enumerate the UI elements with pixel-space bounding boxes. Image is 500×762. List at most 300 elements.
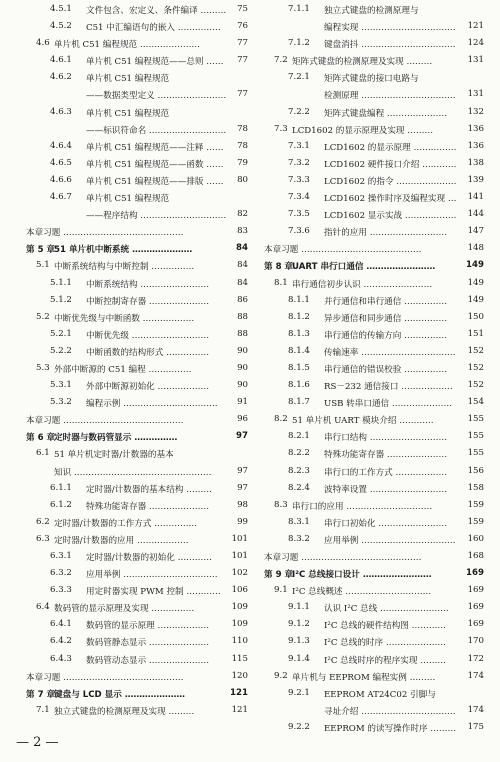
toc-entry xyxy=(26,654,248,671)
toc-entry xyxy=(264,4,484,21)
toc-entry xyxy=(264,38,484,55)
toc-entry-number: 第 6 章 xyxy=(26,433,56,444)
toc-entry-page: 152 xyxy=(467,362,484,373)
toc-entry-page: 101 xyxy=(231,551,248,561)
toc-entry-page: 136 xyxy=(467,140,484,151)
toc-entry-number: 4.6.4 xyxy=(50,140,72,151)
toc-entry xyxy=(26,107,248,124)
toc-entry xyxy=(26,226,248,243)
toc-entry-page: 169 xyxy=(467,619,484,630)
toc-entry-title: 51 单片机中断系统 ………………… xyxy=(54,245,193,256)
toc-entry-number: 8.3.2 xyxy=(288,533,310,544)
toc-entry-page: 155 xyxy=(467,414,484,425)
toc-entry-title: 中断系统结构 …………………… xyxy=(86,279,210,290)
toc-entry-page: 115 xyxy=(231,653,248,664)
toc-entry xyxy=(26,551,248,568)
toc-entry-page: 158 xyxy=(467,482,484,493)
toc-entry-number: 4.6.2 xyxy=(50,72,72,83)
toc-entry xyxy=(26,500,248,517)
toc-entry-title: 串行口结构 ……………………… xyxy=(324,433,448,444)
toc-entry-title: USB 转串口通信 ………………… xyxy=(324,399,453,410)
toc-left-column xyxy=(26,4,248,722)
toc-entry xyxy=(264,175,484,192)
toc-entry-page: 84 xyxy=(236,243,248,254)
toc-entry-number: 6.4 xyxy=(36,602,50,613)
toc-entry-number: 6.4.2 xyxy=(50,636,72,647)
toc-entry-title: I²C 总线接口设计 …………………… xyxy=(292,570,432,581)
toc-entry-title: 中断优先级与中断函数 ……………… xyxy=(54,313,195,324)
toc-entry-title: 数码管的显示原理及实现 …………… xyxy=(54,604,195,615)
toc-entry-title: 编程示例 …………………………… xyxy=(86,399,218,410)
toc-entry-number: 8.2.3 xyxy=(288,465,310,476)
toc-entry xyxy=(26,363,248,380)
toc-entry-page: 121 xyxy=(467,21,484,32)
toc-entry-title: 特殊功能寄存器 ………………… xyxy=(324,450,448,461)
toc-entry-title: 独立式键盘的检测原理与 xyxy=(324,6,419,16)
toc-entry-title: ——标识符命名 ……………………… xyxy=(86,125,227,136)
toc-entry-number: 7.1.2 xyxy=(288,38,310,49)
toc-entry-page: 88 xyxy=(237,328,248,339)
toc-entry-title: 寻址介绍 …………………………… xyxy=(324,706,456,717)
toc-entry-page: 151 xyxy=(467,328,484,339)
toc-entry xyxy=(264,568,484,585)
toc-entry-number: 5.1 xyxy=(36,260,50,271)
toc-entry-number: 6.1.1 xyxy=(50,482,72,493)
toc-entry-title: 指针的应用 ……………………… xyxy=(324,228,448,239)
toc-entry xyxy=(26,312,248,329)
toc-entry xyxy=(26,295,248,312)
toc-entry-number: 8.1.2 xyxy=(288,311,310,322)
toc-entry xyxy=(26,534,248,551)
toc-entry-title: 异步通信和同步通信 …………… xyxy=(324,313,448,324)
toc-entry-title: 文件包含、宏定义、条件编译 ……… xyxy=(86,6,227,16)
toc-entry xyxy=(26,209,248,226)
toc-entry-number: 5.1.1 xyxy=(50,277,72,288)
toc-entry-title: 串行口初始化 …………………… xyxy=(324,518,448,529)
page-number: — 2 — xyxy=(16,735,59,750)
toc-entry-title: 单片机 C51 编程规范 xyxy=(86,74,170,85)
toc-entry-title: LCD1602 操作时序及编程实现 … xyxy=(324,194,457,205)
toc-entry-number: 6.4.1 xyxy=(50,619,72,630)
toc-entry-page: 77 xyxy=(237,89,248,100)
toc-entry-title: 51 单片机 UART 模块介绍 ………… xyxy=(292,416,434,427)
toc-entry-page: 131 xyxy=(467,55,484,66)
toc-entry-title: 单片机与 EEPROM 编程实例 ……… xyxy=(292,672,436,683)
toc-entry-title: 本章习题 …………………………………… xyxy=(26,416,184,427)
toc-entry-title: 定时器/计数器的基本结构 ……… xyxy=(86,484,212,495)
toc-entry-number: 5.3 xyxy=(36,362,50,373)
toc-entry-title: 单片机 C51 编程规范——函数 …… xyxy=(86,159,224,170)
toc-entry-number: 7.3.3 xyxy=(288,174,310,185)
toc-entry-number: 8.1.6 xyxy=(288,380,310,391)
toc-entry-title: 数码管的显示原理 ……………… xyxy=(86,621,210,632)
toc-entry-page: 169 xyxy=(466,568,484,579)
toc-entry-page: 152 xyxy=(467,345,484,356)
toc-entry-number: 7.3.4 xyxy=(288,192,310,203)
toc-entry-page: 97 xyxy=(237,482,248,493)
toc-entry-number: 4.6.7 xyxy=(50,192,72,203)
toc-entry-title: 单片机 C51 编程规范——总则 …… xyxy=(86,57,224,68)
toc-entry xyxy=(26,192,248,209)
toc-entry-page: 76 xyxy=(237,21,248,32)
toc-entry-title: 定时器与数码管显示 …………… xyxy=(54,433,178,444)
toc-entry-title: 外部中断源的 C51 编程 …………… xyxy=(54,364,192,375)
toc-entry xyxy=(264,585,484,602)
toc-entry-title: I²C 总线的时序 ………………… xyxy=(324,638,447,649)
toc-entry-title: LCD1602 硬件接口介绍 ………… xyxy=(324,159,457,170)
toc-entry-number: 7.2 xyxy=(274,55,288,66)
toc-entry-number: 9.2.2 xyxy=(288,721,310,732)
toc-entry xyxy=(264,141,484,158)
toc-entry-title: 编程实现 …………………………… xyxy=(324,23,456,34)
toc-entry-number: 6.4.3 xyxy=(50,653,72,664)
toc-entry xyxy=(26,636,248,653)
toc-entry-title: 中断优先级 ……………………… xyxy=(86,330,210,341)
toc-entry xyxy=(264,124,484,141)
toc-entry-title: 中断控制寄存器 ………………… xyxy=(86,296,210,307)
toc-entry-title: 定时器/计数器的初始化 ………… xyxy=(86,553,212,563)
toc-entry-page: 152 xyxy=(467,380,484,391)
toc-entry-title: 用定时器实现 PWM 控制 ………… xyxy=(86,587,221,598)
toc-entry-page: 75 xyxy=(237,4,248,14)
toc-entry-title: UART 串行口通信 …………………… xyxy=(292,262,436,273)
toc-entry-page: 106 xyxy=(231,585,248,596)
toc-entry xyxy=(26,688,248,705)
toc-entry xyxy=(264,636,484,653)
toc-entry xyxy=(264,278,484,295)
toc-entry-title: C51 中汇编语句的嵌入 …………… xyxy=(86,23,221,34)
toc-entry-number: 5.3.1 xyxy=(50,380,72,391)
toc-entry xyxy=(264,722,484,739)
toc-entry-title: 中断系统结构与中断控制 …………… xyxy=(54,262,195,273)
toc-entry xyxy=(26,517,248,534)
toc-entry xyxy=(26,4,248,21)
toc-entry xyxy=(26,141,248,158)
toc-entry xyxy=(264,89,484,106)
toc-entry-number: 4.6.6 xyxy=(50,174,72,185)
toc-entry xyxy=(26,89,248,106)
toc-entry-page: 149 xyxy=(466,260,484,271)
toc-entry-number: 9.1.1 xyxy=(288,602,310,613)
toc-entry-page: 155 xyxy=(467,431,484,442)
toc-entry-number: 6.2 xyxy=(36,516,50,527)
toc-entry-number: 6.1.2 xyxy=(50,499,72,510)
toc-entry-number: 7.1 xyxy=(36,704,50,715)
toc-entry xyxy=(264,158,484,175)
toc-entry-page: 159 xyxy=(467,516,484,527)
toc-entry-page: 90 xyxy=(237,345,248,356)
toc-entry-title: EEPROM AT24C02 引脚与 xyxy=(324,689,436,700)
toc-entry-title: 应用举例 …………………………… xyxy=(86,570,218,581)
toc-entry-number: 9.1.2 xyxy=(288,619,310,630)
toc-entry-number: 8.1.7 xyxy=(288,397,310,408)
toc-entry-number: 9.1.3 xyxy=(288,636,310,647)
toc-entry-title: 定时器/计数器的工作方式 …………… xyxy=(54,518,198,529)
toc-entry-title: 本章习题 …………………………………… xyxy=(264,245,422,256)
toc-entry-number: 8.2 xyxy=(274,414,288,425)
toc-entry xyxy=(26,585,248,602)
toc-entry-number: 4.5.2 xyxy=(50,21,72,32)
toc-entry-title: LCD1602 的显示原理 …………… xyxy=(324,142,457,153)
toc-entry xyxy=(264,107,484,124)
toc-entry xyxy=(264,619,484,636)
toc-entry-number: 7.2.2 xyxy=(288,106,310,117)
toc-entry-number: 9.1 xyxy=(274,585,288,596)
toc-entry-page: 90 xyxy=(237,362,248,373)
toc-entry-number: 8.2.2 xyxy=(288,448,310,459)
toc-entry-number: 第 9 章 xyxy=(264,570,294,581)
toc-entry xyxy=(264,483,484,500)
toc-entry-title: 本章习题 …………………………………… xyxy=(26,672,184,683)
toc-entry xyxy=(26,568,248,585)
toc-entry xyxy=(264,448,484,465)
toc-entry-page: 149 xyxy=(467,277,484,288)
toc-entry xyxy=(26,329,248,346)
toc-entry-page: 84 xyxy=(237,277,248,288)
toc-entry xyxy=(26,38,248,55)
toc-entry xyxy=(264,363,484,380)
toc-entry-page: 79 xyxy=(237,157,248,168)
toc-entry-page: 109 xyxy=(231,602,248,613)
toc-entry xyxy=(26,380,248,397)
toc-entry-number: 6.1 xyxy=(36,448,50,459)
toc-entry-title: 串行口的应用 ………………………… xyxy=(292,501,433,512)
toc-entry-title: 应用举例 …………………………… xyxy=(324,535,456,546)
toc-entry xyxy=(264,500,484,517)
toc-entry xyxy=(264,260,484,277)
toc-entry-number: 5.2.2 xyxy=(50,345,72,356)
toc-entry-page: 172 xyxy=(467,653,484,664)
toc-entry-page: 97 xyxy=(236,431,248,442)
toc-entry xyxy=(26,21,248,38)
toc-entry-page: 124 xyxy=(467,38,484,49)
toc-entry-page: 120 xyxy=(231,670,248,681)
toc-entry-number: 5.1.2 xyxy=(50,294,72,305)
toc-entry xyxy=(26,175,248,192)
toc-entry xyxy=(264,602,484,619)
toc-entry-number: 8.3.1 xyxy=(288,516,310,527)
toc-entry-number: 7.3.5 xyxy=(288,209,310,220)
toc-entry-number: 第 5 章 xyxy=(26,245,56,256)
toc-entry-number: 8.1 xyxy=(274,277,288,288)
toc-entry xyxy=(26,602,248,619)
toc-entry-number: 8.1.5 xyxy=(288,362,310,373)
toc-entry-number: 5.2.1 xyxy=(50,328,72,339)
toc-entry-number: 6.3.3 xyxy=(50,585,72,596)
toc-entry-page: 169 xyxy=(467,585,484,596)
toc-entry-title: 波特率设置 ……………………… xyxy=(324,484,448,495)
toc-entry-title: 单片机 C51 编程规范 xyxy=(86,194,170,205)
toc-entry-page: 150 xyxy=(467,311,484,322)
toc-entry xyxy=(264,346,484,363)
toc-entry-page: 148 xyxy=(467,243,484,254)
toc-entry-number: 8.1.4 xyxy=(288,345,310,356)
toc-entry xyxy=(264,431,484,448)
toc-entry xyxy=(26,124,248,141)
toc-entry-page: 80 xyxy=(237,174,248,185)
toc-entry-page: 78 xyxy=(237,123,248,134)
toc-entry xyxy=(264,55,484,72)
toc-entry xyxy=(264,72,484,89)
toc-entry xyxy=(264,466,484,483)
toc-entry-page: 149 xyxy=(467,294,484,305)
toc-entry-title: 矩阵式键盘的检测原理及实现 ……… xyxy=(292,57,433,68)
toc-entry-title: I²C 总线时序的程序实现 ……… xyxy=(324,655,447,666)
toc-entry-number: 第 7 章 xyxy=(26,689,56,700)
toc-entry xyxy=(264,654,484,671)
toc-entry-title: LCD1602 显示实战 ……………… xyxy=(324,211,457,222)
toc-entry-number: 6.3.1 xyxy=(50,551,72,561)
toc-entry-title: 键盘消抖 …………………………… xyxy=(324,40,456,51)
toc-entry xyxy=(264,329,484,346)
toc-right-column xyxy=(264,4,484,739)
toc-entry xyxy=(26,414,248,431)
toc-entry-title: RS－232 通信接口 ……………… xyxy=(324,382,453,393)
toc-entry xyxy=(26,55,248,72)
toc-entry-page: 109 xyxy=(231,619,248,630)
toc-entry xyxy=(264,688,484,705)
toc-entry-page: 168 xyxy=(467,551,484,561)
toc-entry-page: 99 xyxy=(237,516,248,527)
toc-entry-number: 7.3.1 xyxy=(288,140,310,151)
toc-entry-page: 88 xyxy=(237,311,248,322)
toc-entry-page: 174 xyxy=(467,704,484,715)
toc-entry xyxy=(26,431,248,448)
toc-entry-page: 155 xyxy=(467,448,484,459)
toc-entry-page: 144 xyxy=(467,209,484,220)
toc-entry xyxy=(26,346,248,363)
toc-entry-number: 7.1.1 xyxy=(288,4,310,14)
toc-entry xyxy=(264,671,484,688)
toc-entry-number: 4.6.3 xyxy=(50,106,72,117)
toc-entry-page: 138 xyxy=(467,157,484,168)
toc-entry-number: 8.2.1 xyxy=(288,431,310,442)
toc-entry-page: 91 xyxy=(237,397,248,408)
toc-entry xyxy=(264,517,484,534)
toc-entry-title: I²C 总线的硬件结构图 ………… xyxy=(324,621,447,632)
toc-entry-title: 单片机 C51 编程规范 xyxy=(86,108,170,119)
toc-entry-page: 160 xyxy=(467,533,484,544)
toc-entry-page: 156 xyxy=(467,465,484,476)
toc-entry-page: 174 xyxy=(467,670,484,681)
toc-entry-title: 串行口的工作方式 ……………… xyxy=(324,467,448,478)
toc-entry-page: 82 xyxy=(237,209,248,220)
toc-entry-title: 数码管动态显示 ………………… xyxy=(86,655,210,666)
toc-entry-page: 83 xyxy=(237,226,248,237)
toc-entry-page: 131 xyxy=(467,89,484,100)
toc-entry-page: 132 xyxy=(467,106,484,117)
toc-entry xyxy=(264,243,484,260)
toc-entry-number: 6.3 xyxy=(36,533,50,544)
toc-entry-title: 独立式键盘的检测原理及实现 ……… xyxy=(54,706,195,717)
toc-entry-title: 知识 ………………………………………… xyxy=(54,467,212,478)
toc-entry-title: 数码管静态显示 ………………… xyxy=(86,638,210,649)
toc-entry xyxy=(26,158,248,175)
toc-entry-title: LCD1602 的指令 ………………… xyxy=(324,176,457,187)
toc-entry-page: 139 xyxy=(467,174,484,185)
toc-entry-number: 8.3 xyxy=(274,499,288,510)
toc-entry-title: 矩阵式键盘的接口电路与 xyxy=(324,74,419,85)
toc-entry xyxy=(26,466,248,483)
toc-entry-number: 5.3.2 xyxy=(50,397,72,408)
toc-entry-title: ——数据类型定义 …………………… xyxy=(86,91,227,102)
toc-entry-title: 认识 I²C 总线 …………………… xyxy=(324,604,449,615)
toc-entry-number: 第 8 章 xyxy=(264,262,294,273)
toc-entry-page: 102 xyxy=(231,568,248,579)
toc-entry-title: 中断函数的结构形式 …………… xyxy=(86,347,210,358)
toc-entry xyxy=(264,380,484,397)
toc-entry xyxy=(26,448,248,465)
toc-entry-page: 78 xyxy=(237,140,248,151)
toc-entry-title: 51 单片机定时器/计数器的基本 xyxy=(54,450,174,461)
toc-entry-page: 84 xyxy=(237,260,248,271)
toc-entry xyxy=(26,397,248,414)
toc-entry-number: 6.3.2 xyxy=(50,568,72,579)
toc-entry-title: LCD1602 的显示原理及实现 ……… xyxy=(292,125,434,136)
toc-entry xyxy=(264,312,484,329)
toc-entry-page: 110 xyxy=(231,636,248,647)
toc-entry xyxy=(26,243,248,260)
toc-entry-number: 8.1.3 xyxy=(288,328,310,339)
toc-entry xyxy=(26,705,248,722)
toc-entry-title: 本章习题 …………………………………… xyxy=(264,553,422,563)
toc-entry xyxy=(26,483,248,500)
toc-entry-number: 7.3.2 xyxy=(288,157,310,168)
toc-entry-title: 特殊功能寄存器 ………………… xyxy=(86,501,210,512)
toc-entry-page: 98 xyxy=(237,499,248,510)
toc-entry-title: 单片机 C51 编程规范 ………………… xyxy=(54,40,201,51)
toc-entry-page: 159 xyxy=(467,499,484,510)
toc-entry xyxy=(26,72,248,89)
toc-entry-page: 97 xyxy=(237,465,248,476)
toc-entry-number: 4.6.5 xyxy=(50,157,72,168)
toc-entry-title: 单片机 C51 编程规范——注释 …… xyxy=(86,142,224,153)
toc-entry xyxy=(264,414,484,431)
toc-entry xyxy=(264,397,484,414)
toc-entry-page: 86 xyxy=(237,294,248,305)
toc-entry-title: 键盘与 LCD 显示 ………………… xyxy=(54,689,186,700)
toc-entry xyxy=(264,226,484,243)
toc-entry-page: 175 xyxy=(467,721,484,732)
toc-entry-number: 4.6.1 xyxy=(50,55,72,66)
toc-entry-title: 本章习题 …………………………………… xyxy=(26,228,184,239)
toc-entry xyxy=(264,209,484,226)
toc-entry-page: 147 xyxy=(467,226,484,237)
toc-entry xyxy=(264,295,484,312)
toc-entry-title: 串行通信的传输方向 …………… xyxy=(324,330,448,341)
toc-entry-title: 并行通信和串行通信 …………… xyxy=(324,296,448,307)
toc-entry-title: ——程序结构 ………………………… xyxy=(86,211,227,222)
toc-entry-title: 单片机 C51 编程规范——排版 …… xyxy=(86,176,224,187)
toc-entry xyxy=(26,619,248,636)
toc-entry-number: 8.2.4 xyxy=(288,482,310,493)
toc-entry-title: 矩阵式键盘编程 ………………… xyxy=(324,108,448,119)
toc-entry-page: 77 xyxy=(237,55,248,66)
toc-entry-number: 5.2 xyxy=(36,311,50,322)
toc-entry-number: 9.2.1 xyxy=(288,687,310,698)
toc-entry-number: 8.1.1 xyxy=(288,294,310,305)
toc-entry-page: 121 xyxy=(230,687,248,698)
toc-entry-title: 外部中断源初始化 ……………… xyxy=(86,382,210,393)
toc-entry xyxy=(26,671,248,688)
toc-entry-title: 串行通信初步认识 …………………… xyxy=(292,279,433,290)
toc-entry-number: 9.2 xyxy=(274,670,288,681)
toc-entry-number: 7.3 xyxy=(274,123,288,134)
toc-entry-page: 136 xyxy=(467,123,484,134)
toc-entry-page: 90 xyxy=(237,380,248,391)
toc-entry-page: 141 xyxy=(467,192,484,203)
toc-entry xyxy=(26,278,248,295)
